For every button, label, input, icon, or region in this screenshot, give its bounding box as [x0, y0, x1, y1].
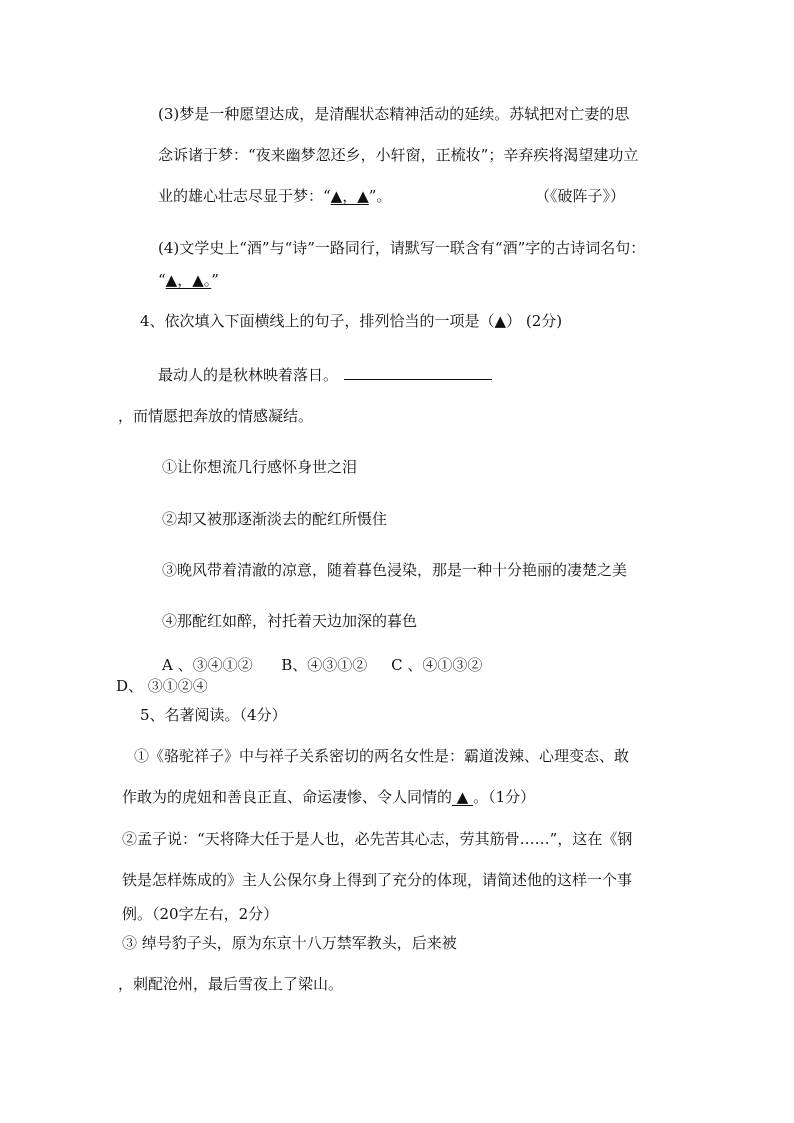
q5-sub3-line1: ③ 绰号豹子头，原为东京十八万禁军教头，后来被 — [122, 934, 457, 952]
q4-option-1: ①让你想流几行感怀身世之泪 — [162, 458, 358, 476]
q3-sub4-line2-pre: “ — [158, 271, 166, 289]
q4-option-4: ④那酡红如醉，衬托着天边加深的暮色 — [162, 612, 418, 630]
q4-stem: 4、依次填入下面横线上的句子，排列恰当的一项是（▲） (2分) — [140, 312, 563, 330]
q3-sub4-line1: (4)文学史上“酒”与“诗”一路同行，请默写一联含有“酒”字的古诗词名句： — [158, 239, 646, 257]
q4-fill-blank-line — [344, 365, 492, 380]
q3-sub3-line2: 念诉诸于梦：“夜来幽梦忽还乡，小轩窗，正梳妆”；辛弃疾将渴望建功立 — [158, 146, 639, 164]
q5-sub1-line2-post: 。（1分） — [473, 788, 536, 806]
q3-sub4-line2-post: ” — [211, 271, 219, 289]
q5-sub2-line2: 铁是怎样炼成的》主人公保尔身上得到了充分的体现，请简述他的这样一个事 — [122, 871, 633, 889]
q5-sub2-line1: ②孟子说：“天将降大任于是人也，必先苦其心志，劳其筋骨……”，这在《钢 — [122, 830, 633, 848]
q5-sub3-line2: ，刺配沧州，最后雪夜上了梁山。 — [118, 975, 344, 993]
q4-text-post: ，而情愿把奔放的情感凝结。 — [118, 407, 314, 425]
q3-sub3-line3-post: ”。 — [368, 187, 392, 205]
q4-text-pre-content: 最动人的是秋林映着落日。 — [158, 366, 339, 384]
q5-sub1-line2-pre: 作敢为的虎妞和善良正直、命运凄惨、令人同情的 — [122, 788, 453, 806]
q4-option-2: ②却又被那逐渐淡去的酡红所慑住 — [162, 510, 388, 528]
q3-sub3-line3 — [158, 186, 391, 206]
q5-sub1-answer-blank: ▲ — [452, 788, 474, 806]
q3-sub3-answer-blanks: ▲，▲ — [330, 187, 369, 205]
q4-choices-line: A 、③④①② B、④③①② C 、④①③② — [162, 656, 483, 674]
q4-text-pre — [158, 365, 492, 385]
q3-sub3-source: （《破阵子》） — [535, 187, 626, 205]
q4-option-3: ③晚风带着清澈的凉意，随着暮色浸染，那是一种十分艳丽的凄楚之美 — [162, 561, 628, 579]
q3-sub4-line2 — [158, 270, 219, 290]
q4-choice-d: D、 ③①②④ — [116, 677, 208, 695]
q5-stem: 5、名著阅读。（4分） — [140, 706, 287, 724]
q5-sub1-line2 — [122, 787, 535, 807]
q5-sub1-line1: ①《骆驼祥子》中与祥子关系密切的两名女性是：霸道泼辣、心理变态、敢 — [134, 747, 630, 765]
q5-sub2-line3: 例。（20字左右，2分） — [122, 905, 279, 923]
q3-sub3-line3-pre: 业的雄心壮志尽显于梦：“ — [158, 187, 331, 205]
q3-sub3-line1: (3)梦是一种愿望达成，是清醒状态精神活动的延续。苏轼把对亡妻的思 — [158, 105, 630, 123]
q3-sub4-answer-blanks: ▲，▲。 — [165, 271, 212, 289]
